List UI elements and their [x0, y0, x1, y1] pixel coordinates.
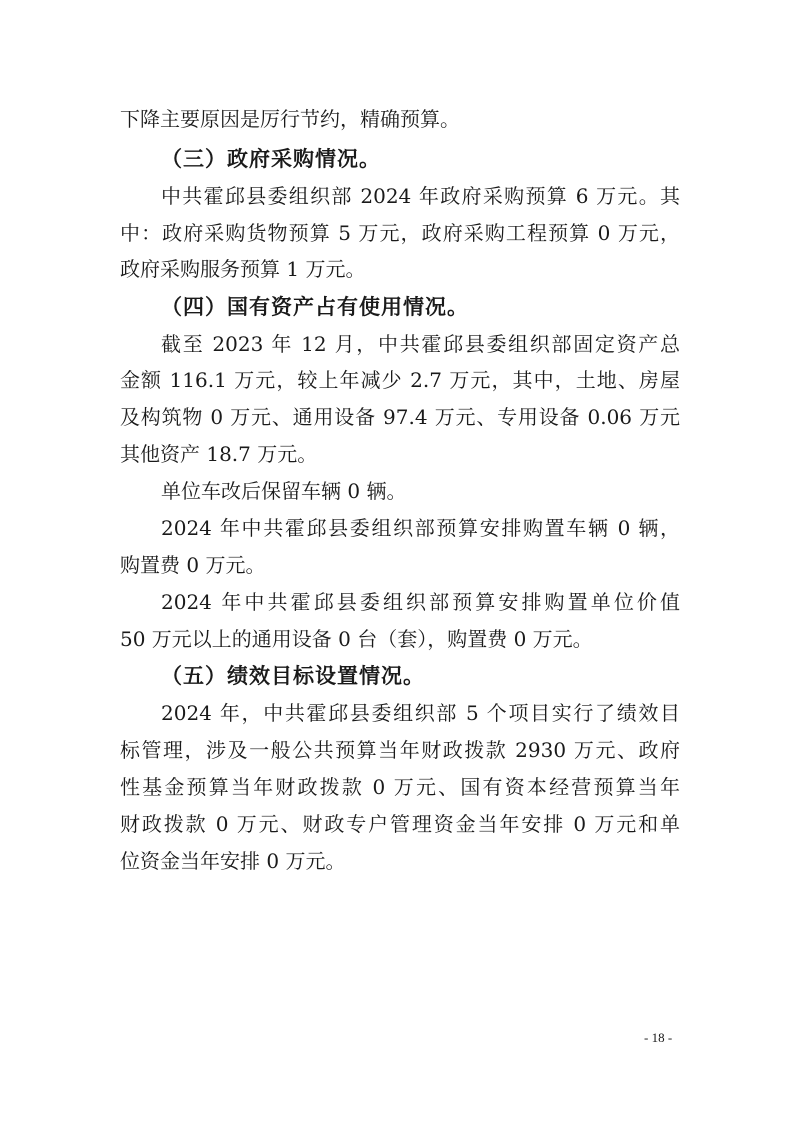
paragraph-line: 单位车改后保留车辆 0 辆。	[161, 479, 407, 503]
paragraph-line: 及构筑物 0 万元、通用设备 97.4 万元、专用设备 0.06 万元	[120, 405, 680, 429]
section-heading-state-assets: （四）国有资产占有使用情况。	[161, 295, 469, 319]
paragraph-line: 政府采购服务预算 1 万元。	[120, 257, 366, 281]
paragraph-line: 性基金预算当年财政拨款 0 万元、国有资本经营预算当年	[120, 775, 680, 799]
page-number: - 18 -	[644, 1030, 673, 1045]
paragraph-line: 财政拨款 0 万元、财政专户管理资金当年安排 0 万元和单	[120, 812, 680, 836]
paragraph-line: 2024 年中共霍邱县委组织部预算安排购置车辆 0 辆，	[161, 516, 680, 540]
paragraph-line: 位资金当年安排 0 万元。	[120, 849, 346, 873]
paragraph-line: 下降主要原因是厉行节约，精确预算。	[120, 107, 460, 131]
paragraph-line: 截至 2023 年 12 月，中共霍邱县委组织部固定资产总	[161, 332, 680, 356]
section-heading-performance-targets: （五）绩效目标设置情况。	[161, 664, 425, 688]
paragraph-line: 2024 年，中共霍邱县委组织部 5 个项目实行了绩效目	[161, 701, 680, 725]
section-heading-government-procurement: （三）政府采购情况。	[161, 147, 381, 171]
paragraph-line: 50 万元以上的通用设备 0 台（套），购置费 0 万元。	[120, 627, 593, 651]
paragraph-line: 2024 年中共霍邱县委组织部预算安排购置单位价值	[161, 590, 680, 614]
paragraph-line: 标管理，涉及一般公共预算当年财政拨款 2930 万元、政府	[120, 738, 680, 762]
paragraph-line: 金额 116.1 万元，较上年减少 2.7 万元，其中，土地、房屋	[120, 368, 680, 392]
paragraph-line: 中：政府采购货物预算 5 万元，政府采购工程预算 0 万元，	[120, 221, 680, 245]
paragraph-line: 中共霍邱县委组织部 2024 年政府采购预算 6 万元。其	[161, 184, 680, 208]
paragraph-line: 购置费 0 万元。	[120, 553, 266, 577]
paragraph-line: 其他资产 18.7 万元。	[120, 442, 318, 466]
